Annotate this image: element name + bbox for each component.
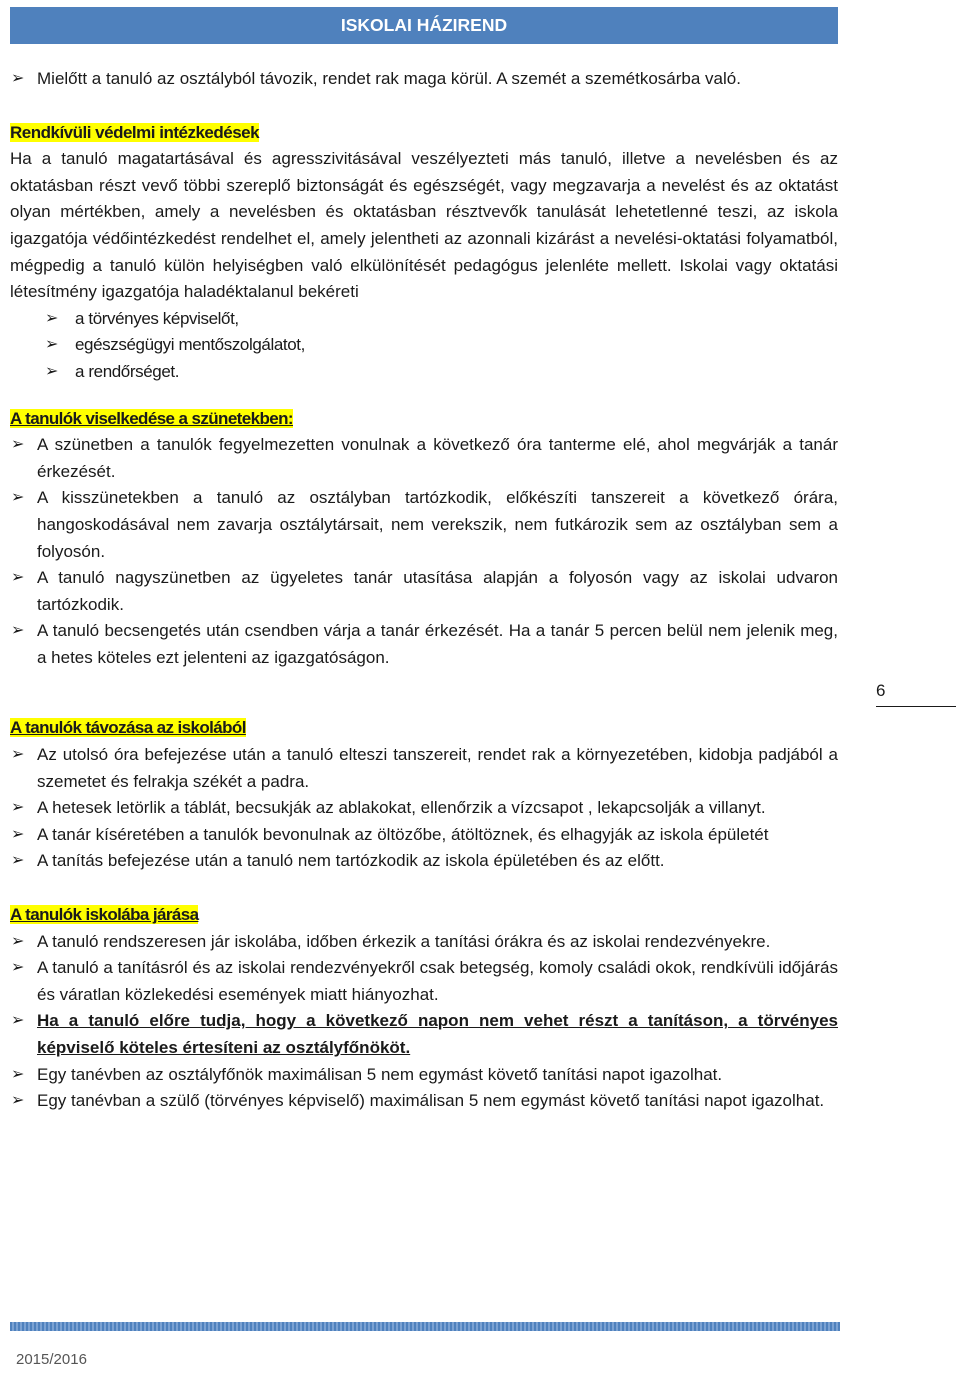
list-item-text: A tanítás befejezése után a tanuló nem tartózkodik az iskola épületében és az előtt. xyxy=(37,851,665,871)
list-item xyxy=(10,359,838,386)
list-item xyxy=(10,618,838,671)
list-item xyxy=(10,432,838,485)
list-item-text: a rendőrséget. xyxy=(75,361,180,381)
arrow-bullet-icon: ➢ xyxy=(45,336,59,354)
arrow-bullet-icon: ➢ xyxy=(11,1065,25,1083)
list-item xyxy=(10,929,838,956)
list-item xyxy=(10,485,838,565)
attendance-section xyxy=(10,902,838,1115)
list-item-text: A tanár kíséretében a tanulók bevonulnak az öltözőbe, átöltöznek, és elhagyják az iskola épületét xyxy=(37,824,769,844)
arrow-bullet-icon: ➢ xyxy=(11,825,25,843)
list-item xyxy=(10,66,838,93)
arrow-bullet-icon: ➢ xyxy=(11,70,25,87)
list-item-text: A tanuló becsengetés után csendben várja a tanár érkezését. Ha a tanár 5 percen belül nem jelenik meg, a hetes köteles ezt jelenteni az igazgatóságon. xyxy=(37,621,838,667)
emergency-paragraph: Ha a tanuló magatartásával és agresszivitásával veszélyezteti más tanuló, illetve a nevelésben és az oktatásban részt vevő többi szereplő biztonságát és egészségét, vagy megzavarja a nevelést és az oktatást olyan mértékben, amely a nevelésben és oktatásban résztvevők tanulását lehetetlenné teszi, az iskola igazgatója védőintézkedést rendelhet el, amely jelentheti az azonnali kizárást a nevelési-oktatási folyamatból, mégpedig a tanuló külön helyiségben való elkülönítését pedagógus jelenléte mellett. Iskolai vagy oktatási létesítmény igazgatója haladéktalanul bekéreti xyxy=(10,149,838,302)
list-item xyxy=(10,795,838,822)
list-item-text: A szünetben a tanulók fegyelmezetten vonulnak a következő óra tanterme elé, ahol megvárják a tanár érkezését. xyxy=(37,435,838,481)
arrow-bullet-icon: ➢ xyxy=(11,622,25,640)
arrow-bullet-icon: ➢ xyxy=(11,852,25,870)
list-item-text: A tanuló rendszeresen jár iskolába, időben érkezik a tanítási órákra és az iskolai rendezvényekre. xyxy=(37,931,771,951)
arrow-bullet-icon: ➢ xyxy=(45,362,59,380)
list-item xyxy=(10,1062,838,1089)
list-item-text: Egy tanévben az osztályfőnök maximálisan 5 nem egymást követő tanítási napot igazolhat. xyxy=(37,1064,723,1084)
arrow-bullet-icon: ➢ xyxy=(11,1012,25,1030)
list-item xyxy=(10,848,838,875)
list-item-text: a törvényes képviselőt, xyxy=(75,308,239,328)
section-heading: A tanulók viselkedése a szünetekben: xyxy=(10,408,293,428)
breaks-section xyxy=(10,406,838,672)
arrow-bullet-icon: ➢ xyxy=(11,799,25,817)
arrow-bullet-icon: ➢ xyxy=(11,1092,25,1110)
arrow-bullet-icon: ➢ xyxy=(11,959,25,977)
list-item xyxy=(10,1008,838,1061)
footer-bar xyxy=(10,1322,840,1331)
list-item xyxy=(10,306,838,333)
list-item-text: Ha a tanuló előre tudja, hogy a következő napon nem vehet részt a tanításon, a törvényes képviselő köteles értesíteni az osztályfőnököt. xyxy=(37,1011,838,1057)
list-item-text: egészségügyi mentőszolgálatot, xyxy=(75,335,305,355)
section-heading: Rendkívüli védelmi intézkedések xyxy=(10,122,260,142)
document-title: ISKOLAI HÁZIREND xyxy=(10,7,838,44)
list-item xyxy=(10,955,838,1008)
arrow-bullet-icon: ➢ xyxy=(11,746,25,764)
list-item xyxy=(10,742,838,795)
list-item-text: A hetesek letörlik a táblát, becsukják az ablakokat, ellenőrzik a vízcsapot , lekapcsolják a villanyt. xyxy=(37,798,766,818)
list-item-text: Az utolsó óra befejezése után a tanuló elteszi tanszereit, rendet rak a környezetében, kidobja padjából a szemetet és felrakja székét a padra. xyxy=(37,745,838,791)
page-number: 6 xyxy=(876,678,956,707)
arrow-bullet-icon: ➢ xyxy=(11,932,25,950)
list-item-text: A tanuló a tanításról és az iskolai rendezvényekről csak betegség, komoly családi okok, rendkívüli időjárás és váratlan közlekedési események miatt hiányozhat. xyxy=(37,958,838,1004)
emergency-section xyxy=(10,120,838,386)
list-item-text: Egy tanévban a szülő (törvényes képviselő) maximálisan 5 nem egymást követő tanítási napot igazolhat. xyxy=(37,1091,825,1111)
list-item xyxy=(10,822,838,849)
list-item-text: A kisszünetekben a tanuló az osztályban tartózkodik, előkészíti tanszereit a következő órára, hangoskodásával nem zavarja osztálytársait, nem verekszik, nem futkározik sem az osztályban sem a folyosón. xyxy=(37,488,838,561)
list-item-text: A tanuló nagyszünetben az ügyeletes tanár utasítása alapján a folyosón vagy az iskolai udvaron tartózkodik. xyxy=(37,568,838,614)
arrow-bullet-icon: ➢ xyxy=(45,309,59,327)
arrow-bullet-icon: ➢ xyxy=(11,489,25,507)
footer-year: 2015/2016 xyxy=(16,1351,87,1368)
section-heading: A tanulók iskolába járása xyxy=(10,905,199,925)
list-item xyxy=(10,332,838,359)
arrow-bullet-icon: ➢ xyxy=(11,569,25,587)
document-body xyxy=(10,66,838,1115)
section-heading: A tanulók távozása az iskolából xyxy=(10,718,246,738)
list-item xyxy=(10,1088,838,1115)
intro-text: Mielőtt a tanuló az osztályból távozik, rendet rak maga körül. A szemét a szemétkosárba való. xyxy=(37,69,741,88)
arrow-bullet-icon: ➢ xyxy=(11,436,25,454)
leaving-section xyxy=(10,715,838,875)
list-item xyxy=(10,565,838,618)
